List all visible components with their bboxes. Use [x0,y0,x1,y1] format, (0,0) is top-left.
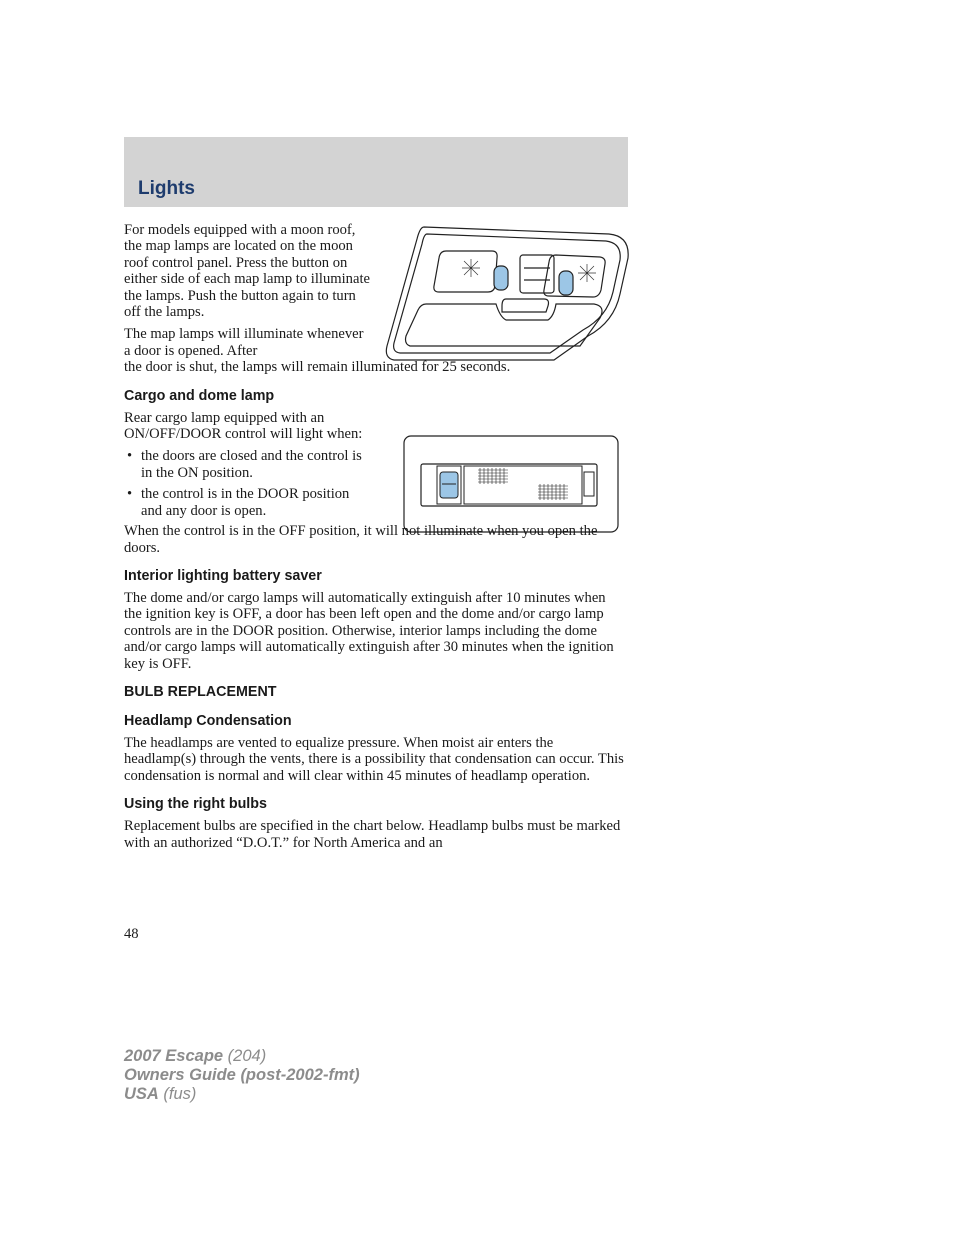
right-bulbs-paragraph: Replacement bulbs are specified in the chart below. Headlamp bulbs must be marked with an authorized “D.O.T.” for North America and an [124,818,621,851]
intro-paragraph-1: For models equipped with a moon roof, the map lamps are located on the moon roof control panel. Press the button on either side of each map lamp to illuminate the lamps. Push the button again to turn off the lamps. [124,222,370,321]
right-bulbs-heading: Using the right bulbs [124,796,267,813]
section-title: Lights [138,178,195,199]
footer-line-3: USA (fus) [124,1085,197,1103]
condensation-paragraph: The headlamps are vented to equalize pressure. When moist air enters the headlamp(s) through the vents, there is a possibility that condensation can occur. This condensation is normal and will clear within 45 minutes of headlamp operation. [124,734,624,784]
condensation-heading: Headlamp Condensation [124,712,292,729]
cargo-paragraph-1: Rear cargo lamp equipped with an ON/OFF/DOOR control will light when: [124,409,363,443]
bulb-replacement-heading: BULB REPLACEMENT [124,683,277,700]
intro-paragraph-2-start: The map lamps will illuminate whenever a door is opened. After [124,326,364,359]
bullet-icon: • [127,448,133,465]
footer-line-1: 2007 Escape (204) [124,1047,267,1065]
document-footer [124,1047,360,1104]
page-number: 48 [124,926,139,942]
list-item: • the doors are closed and the control is in the ON position. [127,448,362,481]
intro-paragraph-2-end: the door is shut, the lamps will remain illuminated for 25 seconds. [124,359,511,376]
battery-saver-heading: Interior lighting battery saver [124,567,322,584]
list-item: • the control is in the DOOR position and any door is open. [127,486,350,519]
cargo-bullet-list [124,448,370,519]
section-header-band [124,137,628,207]
cargo-paragraph-2: When the control is in the OFF position, it will not illuminate when you open the doors. [124,523,598,556]
cargo-heading: Cargo and dome lamp [124,387,275,404]
battery-saver-paragraph: The dome and/or cargo lamps will automatically extinguish after 10 minutes when the ignition key is OFF, a door has been left open and the dome and/or cargo lamp controls are in the DOOR position. Otherwise, interior lamps including the dome and/or cargo lamps will automatically extinguish after 30 minutes when the ignition key is OFF. [124,589,614,672]
page-content [124,222,624,851]
bullet-icon: • [127,486,133,503]
footer-line-2: Owners Guide (post-2002-fmt) [124,1066,360,1084]
